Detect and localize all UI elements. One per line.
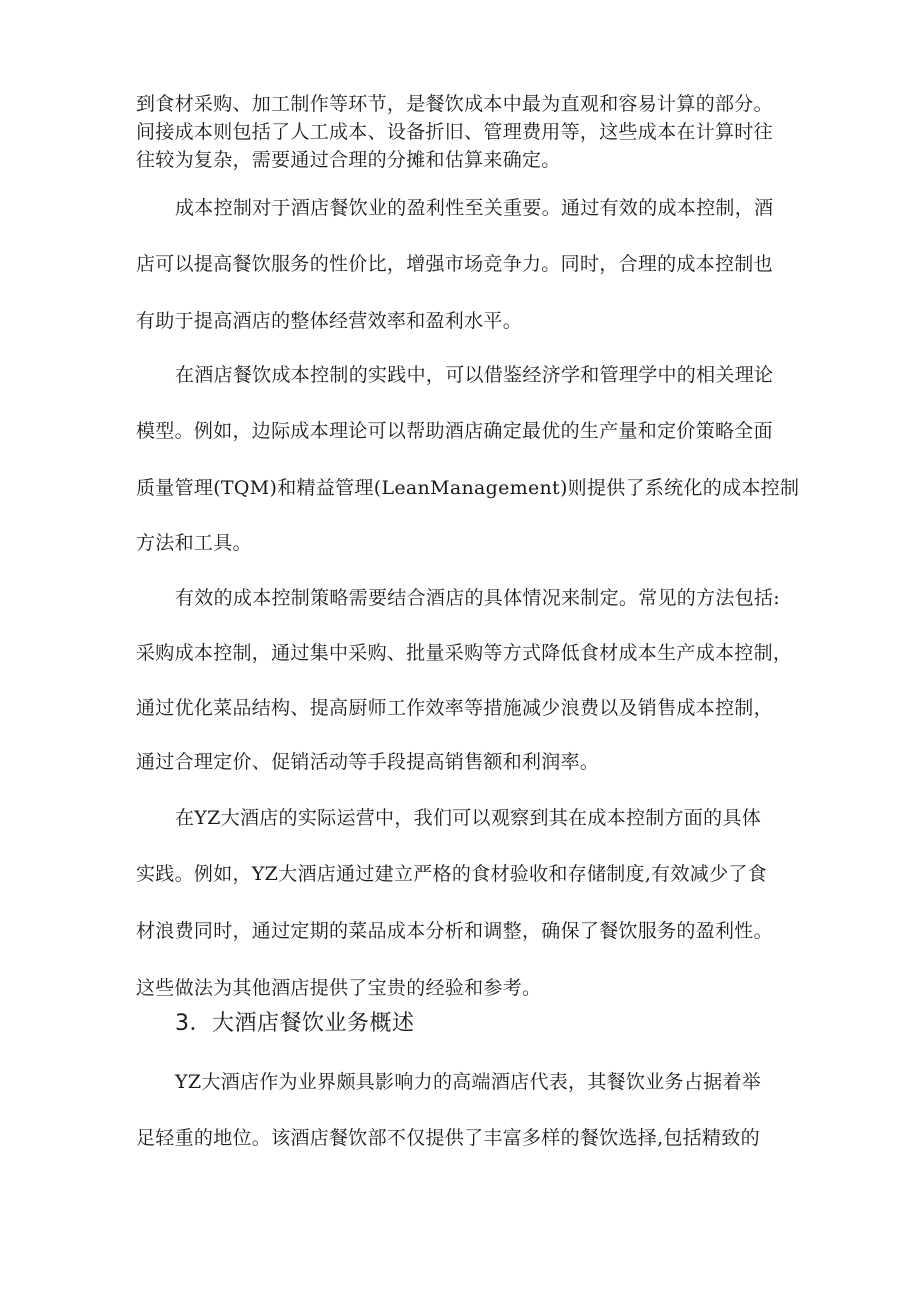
paragraph-1-line-1: 到食材采购、加工制作等环节，是餐饮成本中最为直观和容易计算的部分。 <box>136 93 773 115</box>
paragraph-6-line-2: 足轻重的地位。该酒店餐饮部不仅提供了丰富多样的餐饮选择,包括精致的 <box>136 1127 760 1149</box>
paragraph-5-line-2: 实践。例如，YZ大酒店通过建立严格的食材验收和存储制度,有效减少了食 <box>136 863 767 885</box>
paragraph-4-line-3: 通过优化菜品结构、提高厨师工作效率等措施减少浪费以及销售成本控制， <box>136 697 773 719</box>
paragraph-2-line-1: 成本控制对于酒店餐饮业的盈利性至关重要。通过有效的成本控制，酒 <box>175 197 774 219</box>
paragraph-4-line-1: 有效的成本控制策略需要结合酒店的具体情况来制定。常见的方法包括: <box>175 587 781 609</box>
paragraph-6-line-1: YZ大酒店作为业界颇具影响力的高端酒店代表，其餐饮业务占据着举 <box>175 1071 762 1093</box>
section-heading: 3．大酒店餐饮业务概述 <box>175 1011 415 1036</box>
paragraph-4-line-4: 通过合理定价、促销活动等手段提高销售额和利润率。 <box>136 751 600 773</box>
paragraph-2-line-2: 店可以提高餐饮服务的性价比，增强市场竞争力。同时，合理的成本控制也 <box>136 253 773 275</box>
paragraph-1-line-2: 间接成本则包括了人工成本、设备折旧、管理费用等，这些成本在计算时往 <box>136 121 773 143</box>
paragraph-5-line-4: 这些做法为其他酒店提供了宝贵的经验和参考。 <box>136 977 542 999</box>
paragraph-3-line-2: 模型。例如，边际成本理论可以帮助酒店确定最优的生产量和定价策略全面 <box>136 420 773 442</box>
paragraph-3-line-3: 质量管理(TQM)和精益管理(LeanManagement)则提供了系统化的成本控制 <box>136 477 800 499</box>
paragraph-3-line-4: 方法和工具。 <box>136 532 252 554</box>
paragraph-4-line-2: 采购成本控制，通过集中采购、批量采购等方式降低食材成本生产成本控制， <box>136 642 793 664</box>
paragraph-2-line-3: 有助于提高酒店的整体经营效率和盈利水平。 <box>136 310 523 332</box>
paragraph-3-line-1: 在酒店餐饮成本控制的实践中，可以借鉴经济学和管理学中的相关理论 <box>175 364 774 386</box>
paragraph-5-line-1: 在YZ大酒店的实际运营中，我们可以观察到其在成本控制方面的具体 <box>175 807 762 829</box>
paragraph-5-line-3: 材浪费同时，通过定期的菜品成本分析和调整，确保了餐饮服务的盈利性。 <box>136 920 773 942</box>
paragraph-1-line-3: 往较为复杂，需要通过合理的分摊和估算来确定。 <box>136 149 561 171</box>
